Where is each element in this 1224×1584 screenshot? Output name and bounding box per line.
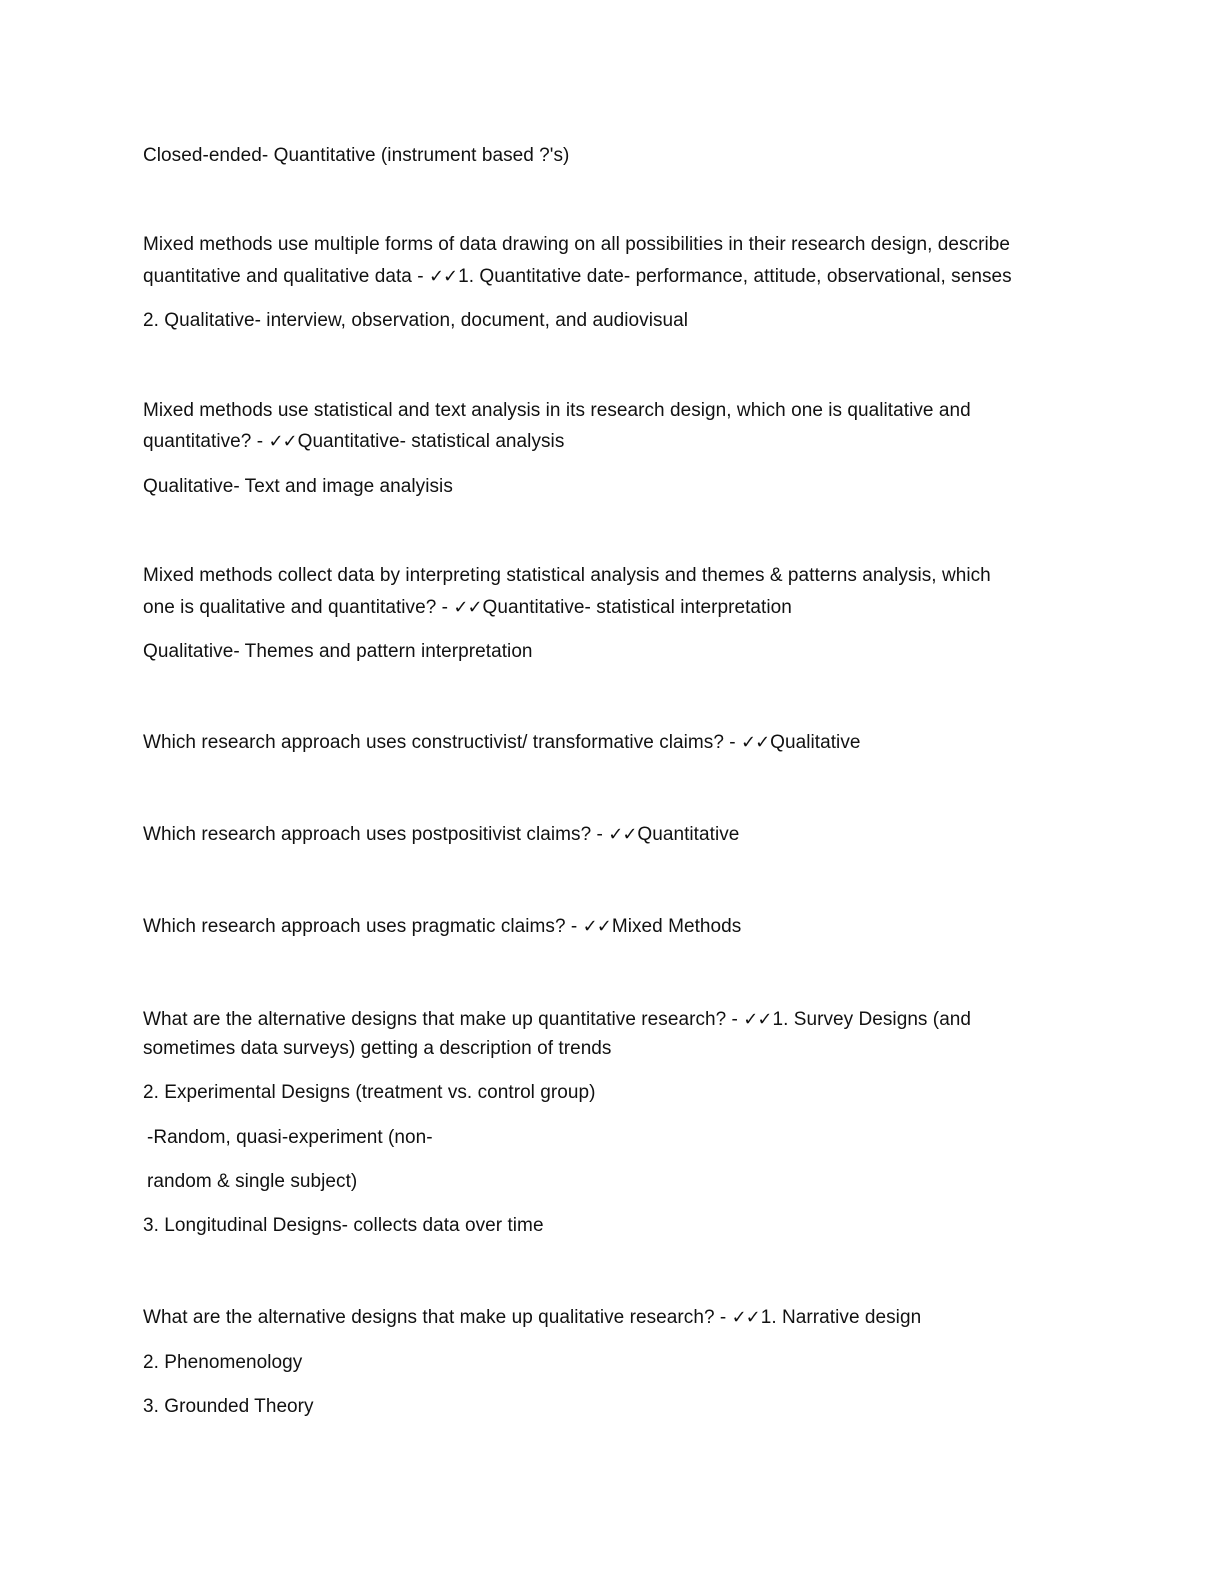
text-line <box>143 141 569 171</box>
text-line <box>143 912 741 942</box>
question-text: quantitative and qualitative data - <box>143 266 429 287</box>
text-line <box>143 1034 611 1064</box>
question-text: Which research approach uses postpositivist claims? - <box>143 824 609 845</box>
answer-text: Qualitative <box>770 732 861 753</box>
double-check-icon: ✓✓ <box>731 1307 760 1328</box>
text-line <box>143 728 861 758</box>
text-line <box>143 1211 544 1241</box>
question-text: What are the alternative designs that make up qualitative research? - <box>143 1307 732 1328</box>
answer-text: 1. Survey Designs (and <box>772 1009 972 1030</box>
answer-text: random & single subject) <box>147 1171 358 1192</box>
answer-text: Qualitative- Text and image analyisis <box>143 476 453 497</box>
text-line <box>143 306 688 336</box>
text-line <box>143 820 739 850</box>
question-text: Which research approach uses pragmatic claims? - <box>143 916 583 937</box>
text-line <box>143 230 1010 260</box>
double-check-icon: ✓✓ <box>428 266 458 287</box>
answer-text: 3. Grounded Theory <box>143 1396 314 1417</box>
text-line <box>143 1078 596 1108</box>
double-check-icon: ✓✓ <box>741 732 770 753</box>
text-line <box>143 593 792 623</box>
text-line <box>143 262 1012 292</box>
double-check-icon: ✓✓ <box>582 916 611 937</box>
answer-text: Quantitative <box>637 824 740 845</box>
question-text: What are the alternative designs that make up quantitative research? - <box>143 1009 744 1030</box>
answer-text: 2. Phenomenology <box>143 1352 303 1373</box>
text-line <box>143 1348 302 1378</box>
question-text: Mixed methods use multiple forms of data drawing on all possibilities in their research design, describe <box>143 234 1010 255</box>
double-check-icon: ✓✓ <box>453 597 482 618</box>
text-line <box>147 1167 357 1197</box>
text-line <box>143 396 971 426</box>
question-text: Mixed methods use statistical and text analysis in its research design, which one is qualitative and <box>143 400 971 421</box>
text-line <box>147 1123 433 1153</box>
double-check-icon: ✓✓ <box>268 431 297 452</box>
text-line <box>143 1303 921 1333</box>
question-text: one is qualitative and quantitative? - <box>143 597 454 618</box>
answer-text: Mixed Methods <box>611 916 742 937</box>
text-line <box>143 561 991 591</box>
question-text: quantitative? - <box>143 431 269 452</box>
answer-text: Quantitative- statistical analysis <box>297 431 565 452</box>
answer-text: 2. Qualitative- interview, observation, document, and audiovisual <box>143 310 689 331</box>
double-check-icon: ✓✓ <box>743 1009 772 1030</box>
answer-text: Qualitative- Themes and pattern interpretation <box>143 641 533 662</box>
answer-text: 3. Longitudinal Designs- collects data over time <box>143 1215 544 1236</box>
answer-text: -Random, quasi-experiment (non- <box>147 1127 433 1148</box>
answer-text: 2. Experimental Designs (treatment vs. control group) <box>143 1082 596 1103</box>
text-line <box>143 427 564 457</box>
answer-text: 1. Quantitative date- performance, attitude, observational, senses <box>458 266 1012 287</box>
answer-text: 1. Narrative design <box>760 1307 922 1328</box>
text-line <box>143 1392 314 1422</box>
text-line <box>143 472 453 502</box>
answer-text: Quantitative- statistical interpretation <box>482 597 792 618</box>
text-line <box>143 637 533 667</box>
question-text: Mixed methods collect data by interpreting statistical analysis and themes & patterns analysis, which <box>143 565 991 586</box>
answer-text: sometimes data surveys) getting a description of trends <box>143 1038 612 1059</box>
question-text: Which research approach uses constructivist/ transformative claims? - <box>143 732 741 753</box>
double-check-icon: ✓✓ <box>608 824 637 845</box>
text-line <box>143 1005 971 1035</box>
line-text: Closed-ended- Quantitative (instrument based ?'s) <box>143 145 570 166</box>
